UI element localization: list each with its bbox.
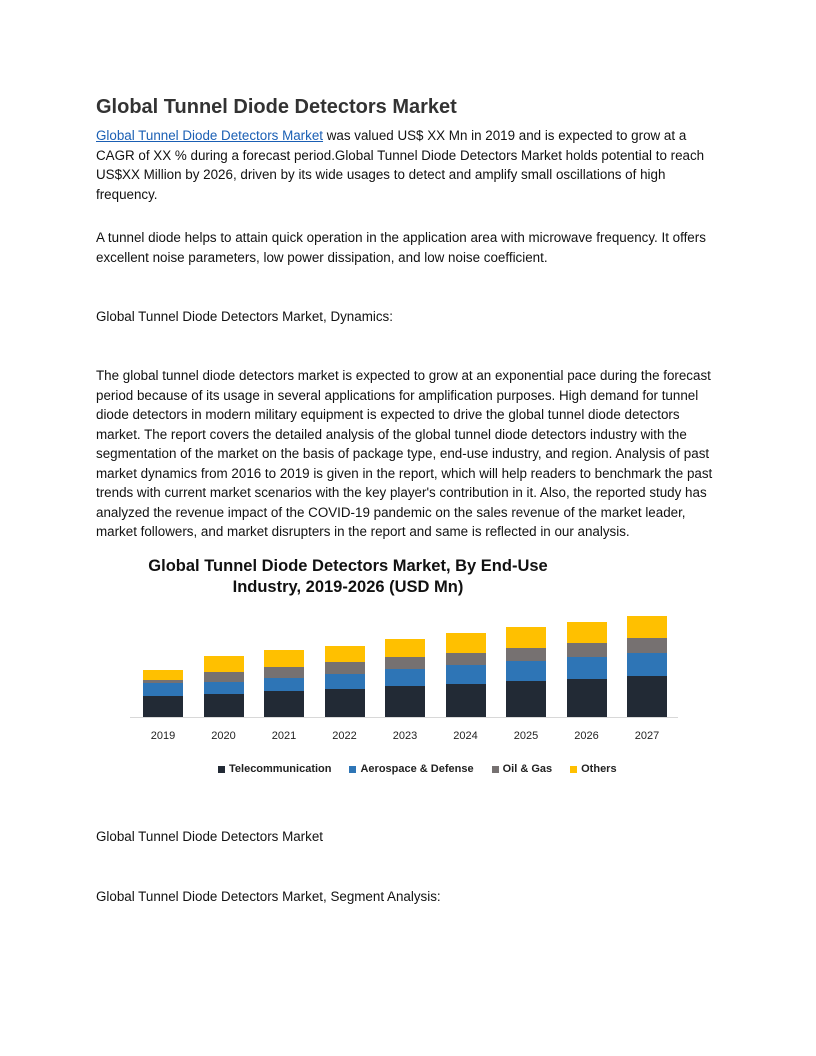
- bar-segment-telecommunication: [325, 689, 365, 717]
- page-title: Global Tunnel Diode Detectors Market: [96, 96, 457, 118]
- bar-segment-others: [506, 627, 546, 648]
- dynamics-heading: Global Tunnel Diode Detectors Market, Dynamics:: [96, 309, 393, 324]
- x-tick-label: 2023: [392, 730, 418, 742]
- legend-swatch-icon: [570, 766, 577, 773]
- bar-segment-oil-gas: [385, 657, 425, 669]
- bar-segment-aerospace-defense: [204, 682, 244, 694]
- dynamics-paragraph: The global tunnel diode detectors market is expected to grow at an exponential pace during the forecast period because of its usage in several applications for amplification purposes. High demand for tunnel diode detectors in modern military equipment is expected to drive the global tunnel diode detectors market. The report covers the detailed analysis of the global tunnel diode detectors industry with the segmentation of the market on the basis of package type, end-use industry, and region. Analysis of past market dynamics from 2016 to 2019 is given in the report, which will help readers to benchmark the past trends with current market scenarios with the key player's contribution in it. Also, the reported study has analyzed the revenue impact of the COVID-19 pandemic on the sales revenue of the market leader, market followers, and market disrupters in the report and same is reflected in our analysis.: [96, 368, 713, 539]
- bar-segment-telecommunication: [264, 691, 304, 717]
- bar-segment-telecommunication: [567, 679, 607, 717]
- chart-plot-area: [128, 552, 684, 792]
- tunnel-diode-paragraph: A tunnel diode helps to attain quick operation in the application area with microwave frequency. It offers excellent noise parameters, low power dissipation, and low noise coefficient.: [96, 230, 706, 265]
- bar-2027: [627, 616, 667, 717]
- bar-segment-telecommunication: [204, 694, 244, 717]
- bar-segment-aerospace-defense: [567, 657, 607, 679]
- market-report-link[interactable]: Global Tunnel Diode Detectors Market: [96, 128, 324, 143]
- bar-2020: [204, 656, 244, 717]
- bar-segment-oil-gas: [325, 662, 365, 674]
- bar-segment-aerospace-defense: [325, 674, 365, 689]
- chart-caption: Global Tunnel Diode Detectors Market: [96, 829, 324, 844]
- bar-segment-telecommunication: [385, 686, 425, 717]
- bar-segment-oil-gas: [567, 643, 607, 657]
- bar-segment-oil-gas: [446, 653, 486, 665]
- bar-segment-others: [385, 639, 425, 657]
- bar-2023: [385, 639, 425, 717]
- legend-label: Aerospace & Defense: [360, 763, 474, 775]
- bar-segment-others: [627, 616, 667, 638]
- bar-segment-oil-gas: [627, 638, 667, 653]
- x-tick-label: 2027: [634, 730, 660, 742]
- legend-label: Others: [581, 763, 617, 775]
- bar-segment-aerospace-defense: [506, 661, 546, 681]
- intro-text: was valued US$ XX Mn in 2019 and is expected to grow at a CAGR of XX % during a forecast period.Global Tunnel Diode Detectors Market holds potential to reach US$XX Million by 2026, driven by its wide usages to detect and amplify small oscillations of high frequency.: [96, 128, 705, 202]
- x-tick-label: 2025: [513, 730, 539, 742]
- x-tick-label: 2024: [453, 730, 478, 742]
- legend-swatch-icon: [492, 766, 499, 773]
- bar-2022: [325, 646, 365, 717]
- bar-segment-aerospace-defense: [264, 678, 304, 691]
- bar-segment-aerospace-defense: [627, 653, 667, 676]
- bar-2026: [567, 622, 607, 717]
- segment-analysis-heading: Global Tunnel Diode Detectors Market, Segment Analysis:: [96, 889, 441, 904]
- legend-item: [349, 763, 473, 775]
- bar-segment-aerospace-defense: [385, 669, 425, 686]
- bar-segment-telecommunication: [506, 681, 546, 717]
- bar-segment-aerospace-defense: [446, 665, 486, 684]
- x-tick-label: 2020: [211, 730, 236, 742]
- bar-segment-oil-gas: [264, 667, 304, 678]
- bar-segment-others: [446, 633, 486, 653]
- x-tick-label: 2019: [150, 730, 176, 742]
- bar-2024: [446, 633, 486, 717]
- stacked-bar-chart: [128, 552, 684, 792]
- bar-segment-others: [143, 670, 183, 680]
- x-tick-label: 2022: [332, 730, 357, 742]
- bar-segment-telecommunication: [446, 684, 486, 717]
- x-axis-line: [130, 717, 678, 718]
- bar-segment-aerospace-defense: [143, 683, 183, 696]
- bar-segment-others: [264, 650, 304, 667]
- bar-segment-telecommunication: [627, 676, 667, 717]
- bar-segment-others: [204, 656, 244, 672]
- legend-item: [492, 763, 553, 775]
- bar-2019: [143, 670, 183, 717]
- bar-2021: [264, 650, 304, 717]
- x-tick-label: 2021: [271, 730, 297, 742]
- bar-segment-oil-gas: [204, 672, 244, 682]
- chart-legend: [218, 763, 617, 775]
- chart-title-line-1: Global Tunnel Diode Detectors Market, By End-Use: [148, 557, 548, 575]
- legend-swatch-icon: [349, 766, 356, 773]
- bar-2025: [506, 627, 546, 717]
- bar-segment-others: [325, 646, 365, 662]
- legend-label: Oil & Gas: [502, 763, 553, 775]
- bar-segment-others: [567, 622, 607, 643]
- legend-item: [570, 763, 616, 775]
- legend-swatch-icon: [218, 766, 225, 773]
- intro-paragraph: [96, 126, 726, 204]
- chart-title-line-2: Industry, 2019-2026 (USD Mn): [232, 578, 464, 596]
- bar-segment-telecommunication: [143, 696, 183, 717]
- legend-item: [218, 763, 331, 775]
- legend-label: Telecommunication: [229, 763, 332, 775]
- x-tick-label: 2026: [574, 730, 599, 742]
- bar-segment-oil-gas: [506, 648, 546, 661]
